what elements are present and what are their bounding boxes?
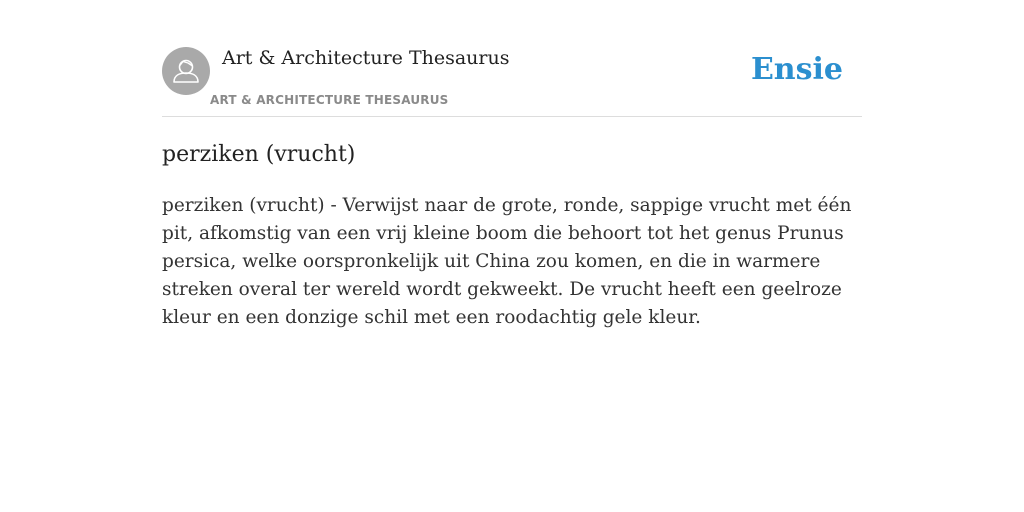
entry-description: perziken (vrucht) - Verwijst naar de grote, ronde, sappige vrucht met één pit, afkomstig van een vrij kleine boom die behoort tot het genus Prunus persica, welke oorspronkelijk uit China zou komen, en die in warmere streken overal ter wereld wordt gekweekt. De vrucht heeft een geelroze kleur en een donzige schil met een roodachtig gele kleur. <box>162 195 852 328</box>
source-title[interactable]: Art & Architecture Thesaurus <box>222 47 510 69</box>
entry-title: perziken (vrucht) <box>162 142 356 167</box>
source-header <box>162 46 862 117</box>
user-silhouette-icon <box>162 47 210 95</box>
user-avatar-icon[interactable] <box>162 47 210 95</box>
ensie-logo-link[interactable]: Ensie <box>750 52 843 87</box>
source-subtitle: ART & ARCHITECTURE THESAURUS <box>210 93 449 107</box>
